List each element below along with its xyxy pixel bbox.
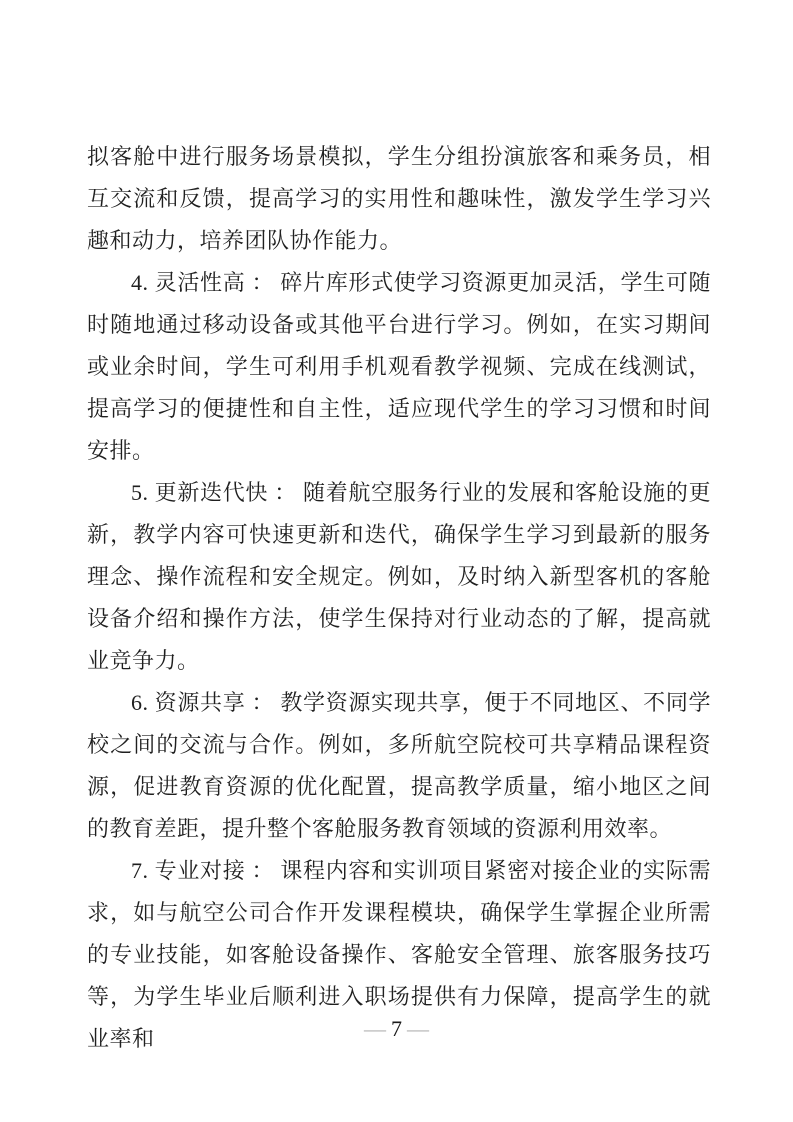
- body-paragraph: 4. 灵活性高 ： 碎片库形式使学习资源更加灵活，学生可随时随地通过移动设备或其他平台进行学习。例如，在实习期间或业余时间，学生可利用手机观看教学视频、完成在线测试，提高学习的便捷性和自主性，适应现代学生的学习习惯和时间安排。: [87, 270, 711, 463]
- footer-dash-left: —: [364, 1016, 386, 1041]
- page-body-text: [87, 136, 711, 1060]
- body-paragraph: 6. 资源共享 ： 教学资源实现共享，便于不同地区、不同学校之间的交流与合作。例如，多所航空院校可共享精品课程资源，促进教育资源的优化配置，提高教学质量，缩小地区之间的教育差距，提升整个客舱服务教育领域的资源利用效率。: [87, 690, 711, 841]
- page-number: 7: [391, 1016, 402, 1041]
- footer-dash-right: —: [407, 1016, 429, 1041]
- body-paragraph: 5. 更新迭代快 ： 随着航空服务行业的发展和客舱设施的更新，教学内容可快速更新和迭代，确保学生学习到最新的服务理念、操作流程和安全规定。例如，及时纳入新型客机的客舱设备介绍和操作方法，使学生保持对行业动态的了解，提高就业竞争力。: [87, 480, 711, 673]
- body-paragraph: 7. 专业对接 ： 课程内容和实训项目紧密对接企业的实际需求，如与航空公司合作开发课程模块，确保学生掌握企业所需的专业技能，如客舱设备操作、客舱安全管理、旅客服务技巧等，为学生毕业后顺利进入职场提供有力保障，提高学生的就业率和: [87, 858, 711, 1051]
- body-paragraph: 拟客舱中进行服务场景模拟，学生分组扮演旅客和乘务员，相互交流和反馈，提高学习的实用性和趣味性，激发学生学习兴趣和动力，培养团队协作能力。: [87, 144, 711, 253]
- page-footer: [0, 1014, 793, 1044]
